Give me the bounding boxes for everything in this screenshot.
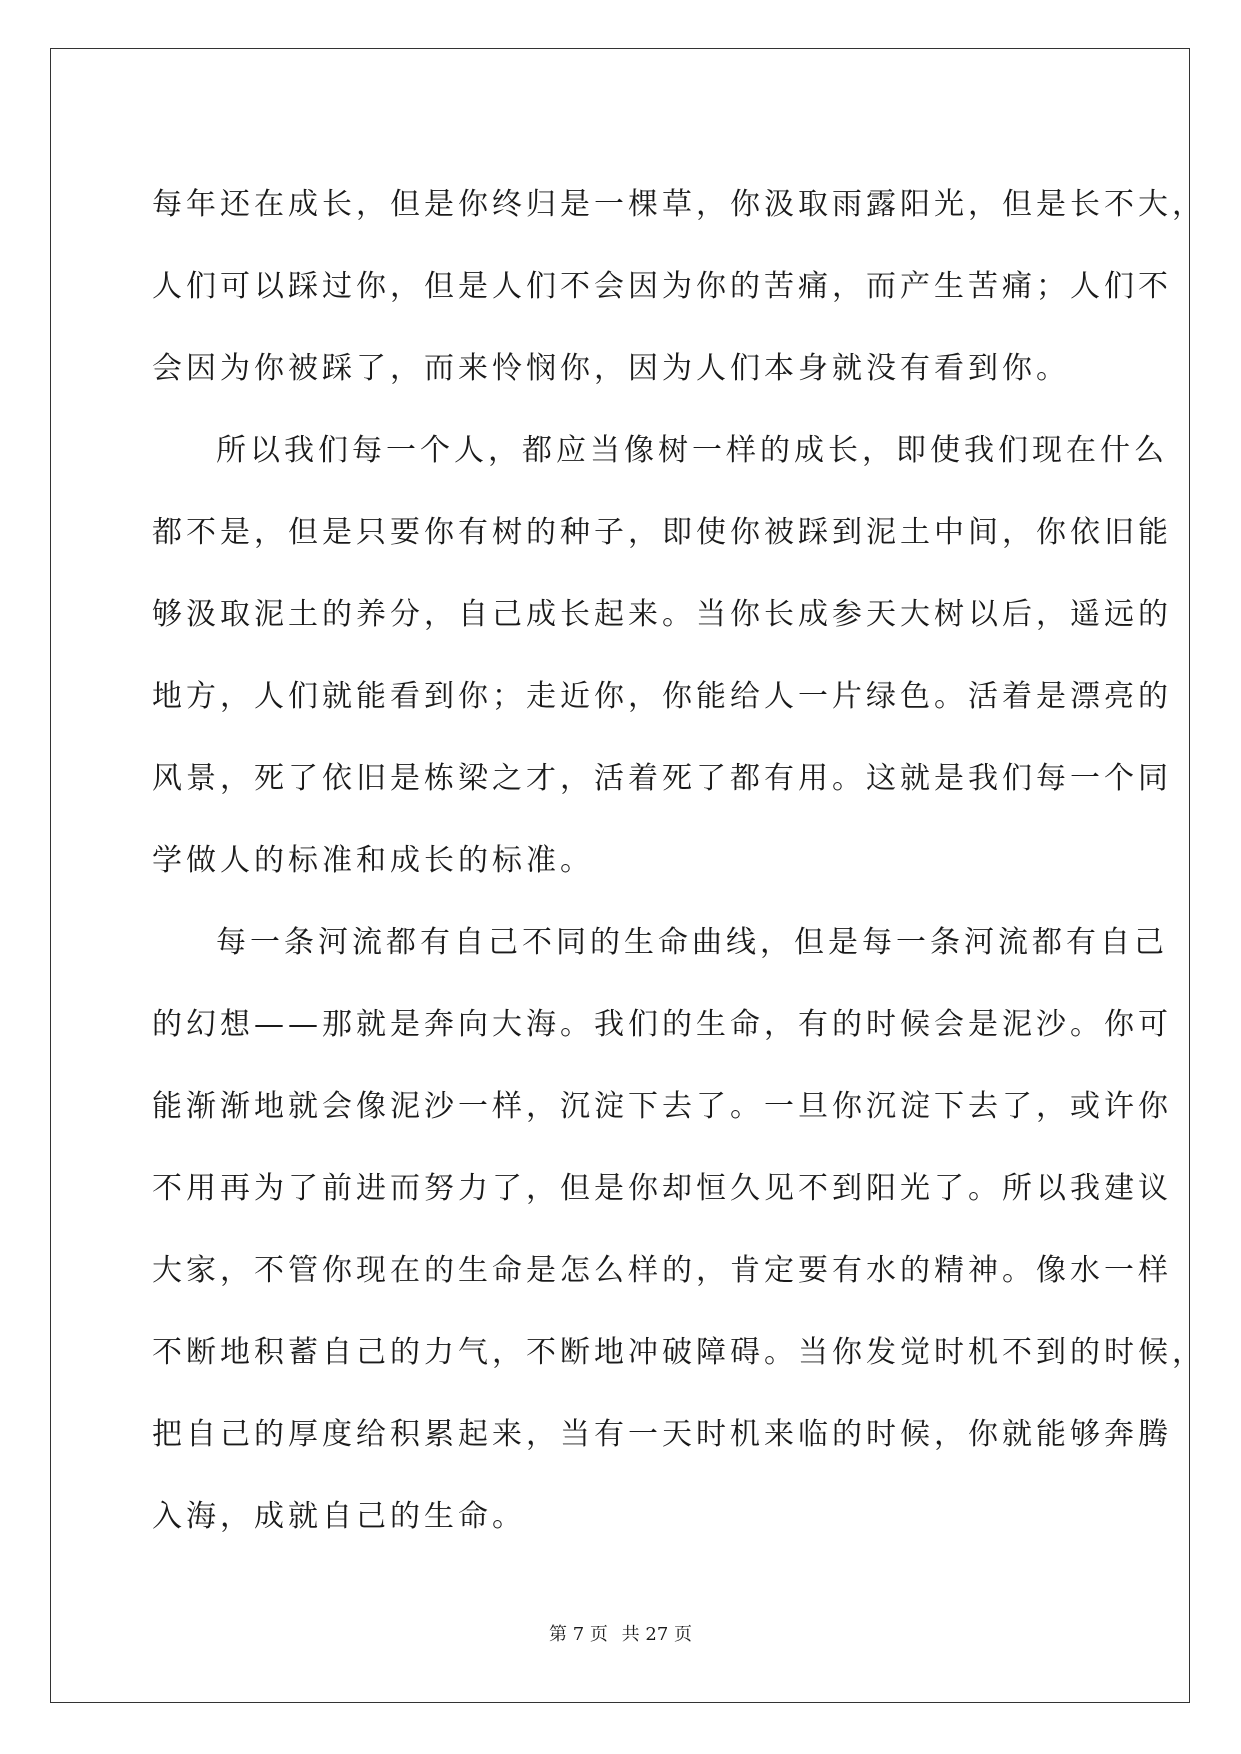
paragraph-3-line-8: 入海，成就自己的生命。 xyxy=(152,1499,526,1534)
paragraph-2-line-2: 都不是，但是只要你有树的种子，即使你被踩到泥土中间，你依旧能 xyxy=(152,515,1172,550)
paragraph-2-line-1: 所以我们每一个人，都应当像树一样的成长，即使我们现在什么 xyxy=(216,433,1168,468)
paragraph-2-line-6: 学做人的标准和成长的标准。 xyxy=(152,843,594,878)
paragraph-3-line-2: 的幻想——那就是奔向大海。我们的生命，有的时候会是泥沙。你可 xyxy=(152,1007,1172,1042)
document-body xyxy=(152,164,1206,1558)
paragraph-3-line-7: 把自己的厚度给积累起来，当有一天时机来临的时候，你就能够奔腾 xyxy=(152,1417,1172,1452)
paragraph-1-line-2: 人们可以踩过你，但是人们不会因为你的苦痛，而产生苦痛；人们不 xyxy=(152,269,1172,304)
paragraph-3-line-5: 大家，不管你现在的生命是怎么样的，肯定要有水的精神。像水一样 xyxy=(152,1253,1172,1288)
page-footer xyxy=(0,1620,1241,1646)
paragraph-3-line-4: 不用再为了前进而努力了，但是你却恒久见不到阳光了。所以我建议 xyxy=(152,1171,1172,1206)
page-number-label: 第 7 页 xyxy=(549,1624,608,1645)
page-total-label: 共 27 页 xyxy=(621,1624,692,1645)
paragraph-2-line-3: 够汲取泥土的养分，自己成长起来。当你长成参天大树以后，遥远的 xyxy=(152,597,1172,632)
paragraph-3-line-1: 每一条河流都有自己不同的生命曲线，但是每一条河流都有自己 xyxy=(216,925,1168,960)
paragraph-1-line-3: 会因为你被踩了，而来怜悯你，因为人们本身就没有看到你。 xyxy=(152,351,1070,386)
paragraph-1-line-1: 每年还在成长，但是你终归是一棵草，你汲取雨露阳光，但是长不大， xyxy=(152,187,1206,222)
paragraph-2-line-5: 风景，死了依旧是栋梁之才，活着死了都有用。这就是我们每一个同 xyxy=(152,761,1172,796)
paragraph-3-line-6: 不断地积蓄自己的力气，不断地冲破障碍。当你发觉时机不到的时候， xyxy=(152,1335,1206,1370)
paragraph-3-line-3: 能渐渐地就会像泥沙一样，沉淀下去了。一旦你沉淀下去了，或许你 xyxy=(152,1089,1172,1124)
paragraph-2-line-4: 地方，人们就能看到你；走近你，你能给人一片绿色。活着是漂亮的 xyxy=(152,679,1172,714)
